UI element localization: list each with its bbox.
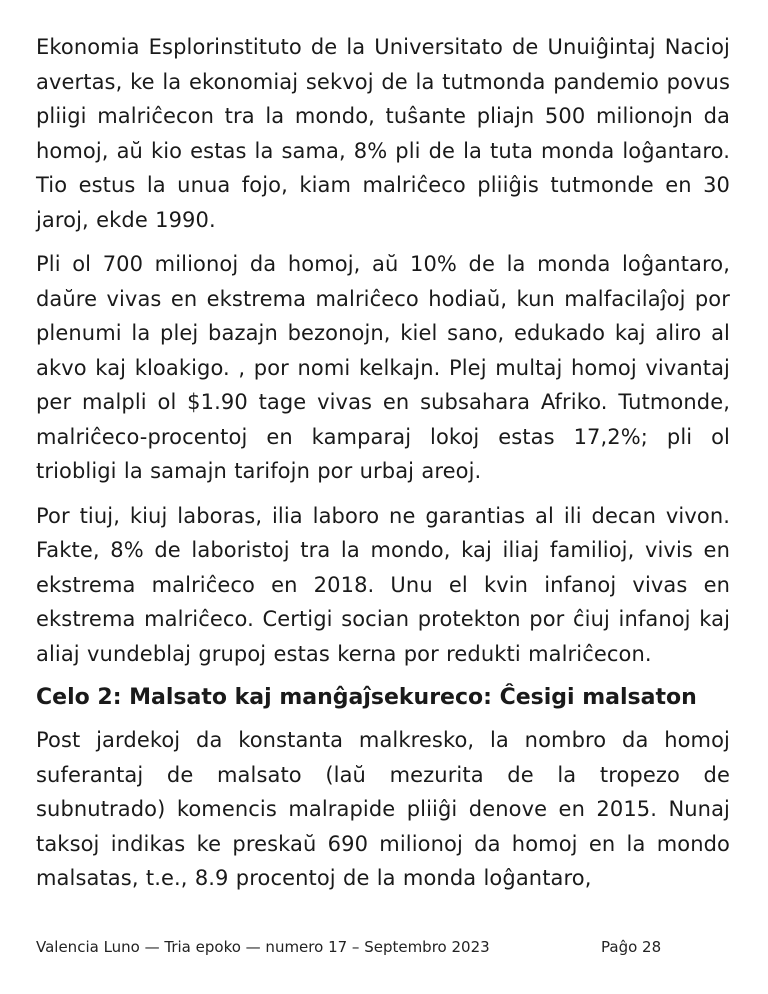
document-page bbox=[36, 30, 730, 906]
footer-page-number: Paĝo 28 bbox=[601, 938, 662, 956]
paragraph-hunger: Post jardekoj da konstanta malkresko, la nombro da homoj suferantaj de malsato (laŭ mezurita de la tropezo de subnutrado) komencis malrapide pliiĝi denove en 2015. Nunaj taksoj indikas ke preskaŭ 690 milionoj da homoj en la mondo malsatas, t.e., 8.9 procentoj de la monda loĝantaro, bbox=[36, 728, 730, 890]
paragraph-extreme-poverty: Pli ol 700 milionoj da homoj, aŭ 10% de la monda loĝantaro, daŭre vivas en ekstrema malriĉeco hodiaŭ, kun malfacilaĵoj por plenumi la plej bazajn bezonojn, kiel sano, edukado kaj aliro al akvo kaj kloakigo. , por nomi kelkajn. Plej multaj homoj vivantaj per malpli ol $1.90 tage vivas en subsahara Afriko. Tutmonde, malriĉeco-procentoj en kamparaj lokoj estas 17,2%; pli ol triobligi la samajn tarifojn por urbaj areoj. bbox=[36, 252, 730, 483]
paragraph-poverty-pandemic: Ekonomia Esplorinstituto de la Universitato de Unuiĝintaj Nacioj avertas, ke la ekonomiaj sekvoj de la tutmonda pandemio povus pliigi malriĉecon tra la mondo, tuŝante pliajn 500 milionojn da homoj, aŭ kio estas la sama, 8% pli de la tuta monda loĝantaro. Tio estus la unua fojo, kiam malriĉeco pliiĝis tutmonde en 30 jaroj, ekde 1990. bbox=[36, 35, 730, 232]
paragraph-working-poor: Por tiuj, kiuj laboras, ilia laboro ne garantias al ili decan vivon. Fakte, 8% de laboristoj tra la mondo, kaj iliaj familioj, vivis en ekstrema malriĉeco en 2018. Unu el kvin infanoj vivas en ekstrema malriĉeco. Certigi socian protekton por ĉiuj infanoj kaj aliaj vundeblaj grupoj estas kerna por redukti malriĉecon. bbox=[36, 503, 730, 666]
footer-journal-info: Valencia Luno — Tria epoko — numero 17 – Septembro 2023 bbox=[36, 938, 490, 956]
section-heading: Celo 2: Malsato kaj manĝaĵsekureco: Ĉesigi malsaton bbox=[36, 685, 697, 710]
